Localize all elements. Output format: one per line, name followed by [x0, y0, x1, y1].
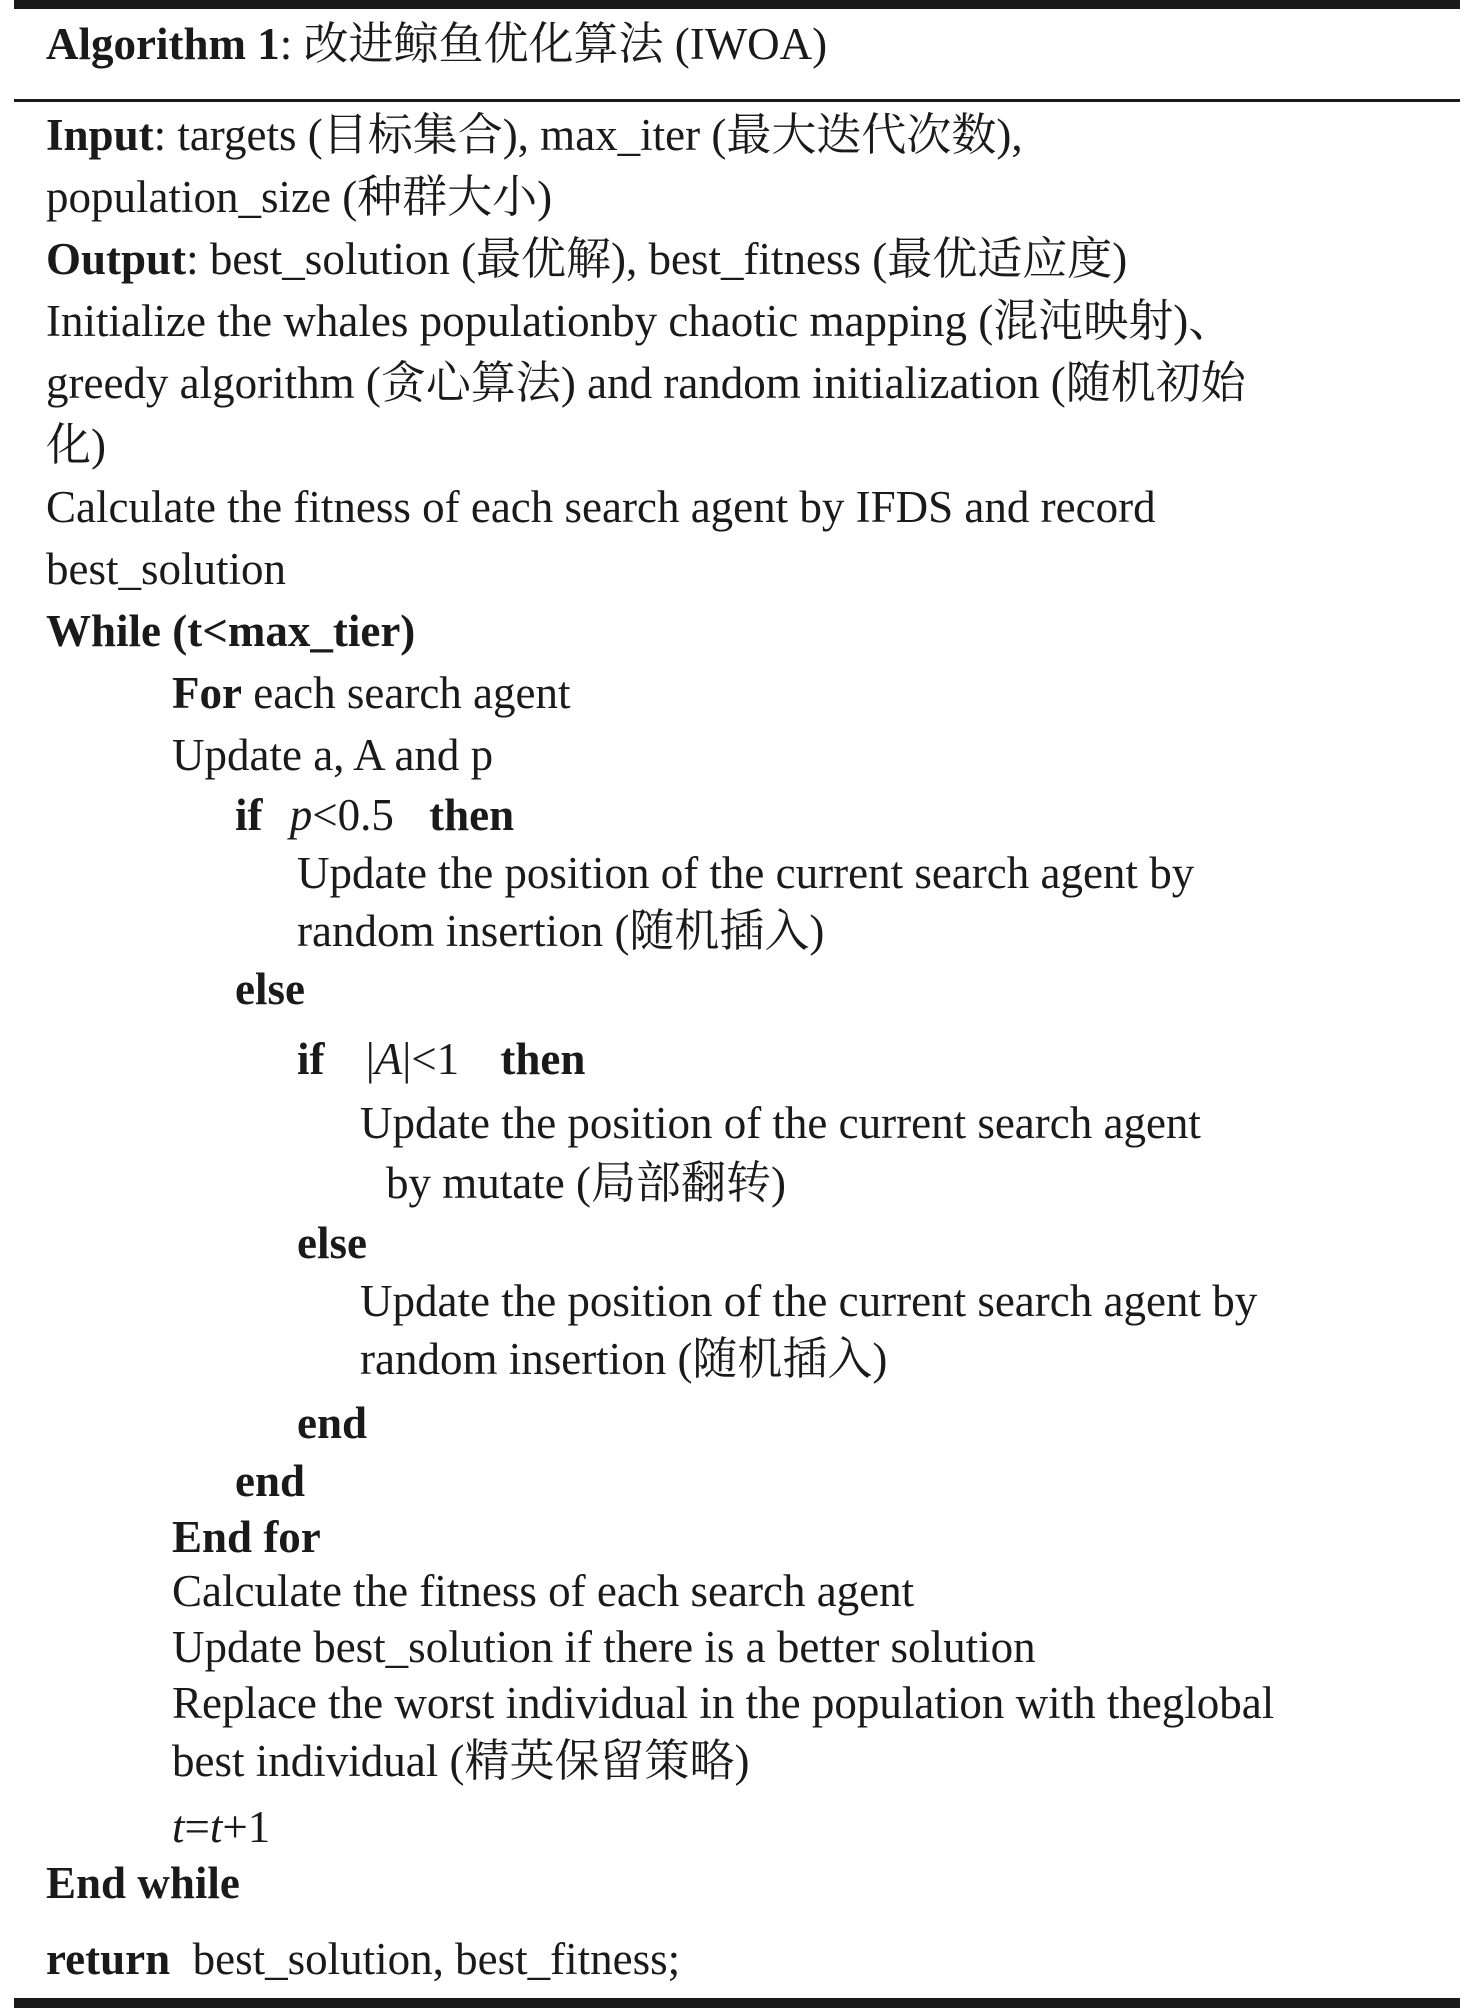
update-mutate-line-1: Update the position of the current search agent	[360, 1098, 1201, 1148]
algorithm-header	[46, 18, 827, 70]
for-text: each search agent	[241, 668, 571, 718]
inner-else-line: else	[297, 1218, 367, 1268]
abs-bar-open: |	[365, 1034, 375, 1084]
t-variable: t	[209, 1802, 223, 1852]
update-best-line: Update best_solution if there is a better solution	[172, 1622, 1036, 1672]
if-a-line	[297, 1033, 585, 1085]
end-for-line: End for	[172, 1512, 321, 1562]
top-rule	[14, 0, 1460, 9]
update-insert-line-1: Update the position of the current search agent by	[360, 1276, 1258, 1326]
then-keyword: then	[429, 790, 515, 840]
if-keyword: if	[235, 790, 263, 840]
then-keyword: then	[500, 1034, 586, 1084]
return-keyword: return	[46, 1934, 171, 1984]
return-line	[46, 1933, 680, 1985]
for-keyword: For	[172, 668, 242, 718]
a-condition: |<1	[402, 1034, 460, 1084]
else-line: else	[235, 964, 305, 1014]
calc-each-line: Calculate the fitness of each search agent	[172, 1566, 915, 1616]
calc-line-1: Calculate the fitness of each search agent by IFDS and record	[46, 482, 1156, 532]
update-random-line-1: Update the position of the current search agent by	[297, 848, 1195, 898]
input-text: : targets (目标集合), max_iter (最大迭代次数),	[153, 110, 1023, 160]
calc-line-2: best_solution	[46, 544, 287, 594]
while-line: While (t<max_tier)	[46, 606, 416, 656]
p-condition: <0.5	[312, 790, 394, 840]
update-insert-line-2: random insertion (随机插入)	[360, 1334, 888, 1384]
replace-line-1: Replace the worst individual in the population with theglobal	[172, 1678, 1275, 1728]
bottom-rule	[14, 1998, 1460, 2008]
increment-line	[172, 1801, 270, 1853]
output-line	[46, 233, 1127, 285]
t-variable: t	[172, 1802, 185, 1852]
init-line-3: 化)	[46, 420, 106, 470]
header-rule	[14, 99, 1460, 102]
update-params-line: Update a, A and p	[172, 730, 494, 780]
if-keyword: if	[297, 1034, 325, 1084]
for-line	[172, 667, 571, 719]
plus-one: +1	[222, 1802, 271, 1852]
if-p-line	[235, 789, 514, 841]
end-while-line: End while	[46, 1858, 240, 1908]
p-variable: p	[289, 790, 313, 840]
output-keyword: Output	[46, 234, 187, 284]
init-line-1: Initialize the whales populationby chaotic mapping (混沌映射)、	[46, 296, 1234, 346]
outer-end-line: end	[235, 1456, 306, 1506]
input-keyword: Input	[46, 110, 154, 160]
update-mutate-line-2: by mutate (局部翻转)	[386, 1158, 786, 1208]
return-text: best_solution, best_fitness;	[170, 1934, 681, 1984]
replace-line-2: best individual (精英保留策略)	[172, 1736, 750, 1786]
update-random-line-2: random insertion (随机插入)	[297, 906, 825, 956]
equals-sign: =	[184, 1802, 210, 1852]
input-line	[46, 109, 1023, 161]
input-line-2: population_size (种群大小)	[46, 172, 553, 222]
init-line-2: greedy algorithm (贪心算法) and random initialization (随机初始	[46, 358, 1246, 408]
algorithm-label: Algorithm 1	[46, 19, 280, 69]
output-text: : best_solution (最优解), best_fitness (最优适应度)	[186, 234, 1128, 284]
algorithm-title: : 改进鲸鱼优化算法 (IWOA)	[279, 19, 828, 69]
inner-end-line: end	[297, 1398, 368, 1448]
a-variable: A	[374, 1034, 403, 1084]
